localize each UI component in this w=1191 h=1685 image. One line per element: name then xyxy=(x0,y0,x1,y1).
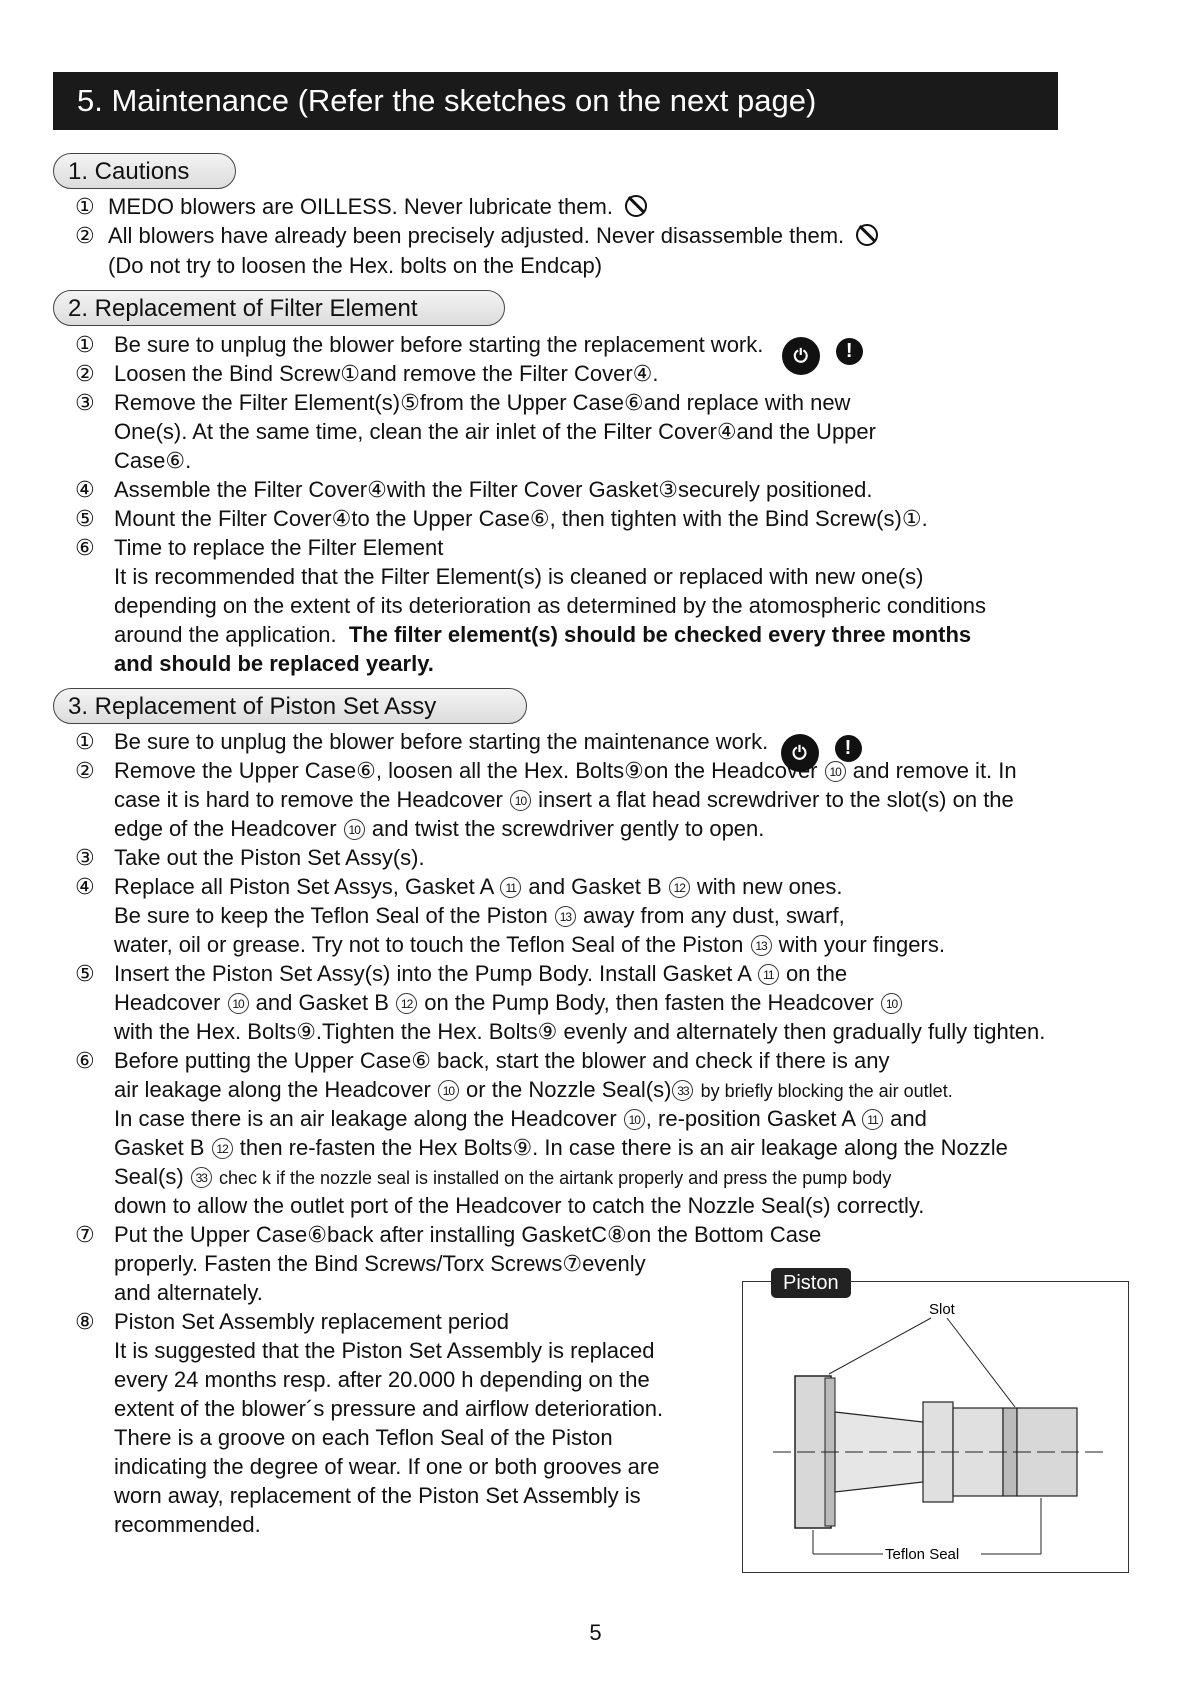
list-item-cont: worn away, replacement of the Piston Set Assembly is xyxy=(114,1483,641,1508)
list-item-cont: Headcover 10 and Gasket B 12 on the Pump Body, then fasten the Headcover 10 xyxy=(114,989,903,1017)
list-item-note: (Do not try to loosen the Hex. bolts on the Endcap) xyxy=(108,253,603,278)
list-number: ① xyxy=(75,729,95,754)
subsection-title: 2. Replacement of Filter Element xyxy=(68,295,418,322)
warning-icon: ! xyxy=(835,735,862,762)
section-pill-filter xyxy=(53,290,505,326)
list-item: Replace all Piston Set Assys, Gasket A 11 and Gasket B 12 with new ones. xyxy=(114,874,843,899)
teflon-seal-label: Teflon Seal xyxy=(885,1546,960,1563)
list-number: ① xyxy=(75,194,95,219)
list-item: Loosen the Bind Screw①and remove the Filter Cover④. xyxy=(114,361,659,386)
list-item: Be sure to unplug the blower before starting the maintenance work. ⏻ ! xyxy=(114,728,862,772)
warning-icon: ! xyxy=(836,338,863,365)
list-number: ③ xyxy=(75,845,95,870)
prohibition-icon xyxy=(856,224,878,246)
subsection-title: 3. Replacement of Piston Set Assy xyxy=(68,693,437,720)
section-header xyxy=(53,72,1058,130)
piston-diagram xyxy=(743,1282,1128,1572)
list-item-cont: Be sure to keep the Teflon Seal of the Piston 13 away from any dust, swarf, xyxy=(114,903,845,928)
prohibition-icon xyxy=(625,195,647,217)
list-item: Time to replace the Filter Element xyxy=(114,535,444,560)
list-item: Mount the Filter Cover④to the Upper Case⑥, then tighten with the Bind Screw(s)①. xyxy=(114,506,928,531)
list-item-cont: depending on the extent of its deterioration as determined by the atomospheric conditions xyxy=(114,593,986,618)
list-item-cont: indicating the degree of wear. If one or both grooves are xyxy=(114,1454,660,1479)
list-item-cont: recommended. xyxy=(114,1512,261,1537)
section-pill-piston xyxy=(53,688,527,724)
list-number: ⑤ xyxy=(75,961,95,986)
list-item-cont: extent of the blower´s pressure and airflow deterioration. xyxy=(114,1396,664,1421)
list-number: ② xyxy=(75,758,95,783)
list-item-cont: Seal(s) 33 chec k if the nozzle seal is installed on the airtank properly and press the pump body xyxy=(114,1164,892,1189)
list-item: Insert the Piston Set Assy(s) into the Pump Body. Install Gasket A 11 on the xyxy=(114,961,848,986)
list-number: ④ xyxy=(75,874,95,899)
page-number: 5 xyxy=(589,1620,602,1645)
list-number: ⑧ xyxy=(75,1309,95,1334)
list-item-cont: and alternately. xyxy=(114,1280,263,1305)
list-number: ① xyxy=(75,332,95,357)
list-item-cont: There is a groove on each Teflon Seal of the Piston xyxy=(114,1425,613,1450)
list-item: MEDO blowers are OILLESS. Never lubricate them. xyxy=(108,193,647,221)
list-item-cont: It is recommended that the Filter Element(s) is cleaned or replaced with new one(s) xyxy=(114,564,924,589)
figure-tab: Piston xyxy=(771,1268,851,1298)
list-item: Before putting the Upper Case⑥ back, start the blower and check if there is any xyxy=(114,1048,890,1073)
list-item-cont: Gasket B 12 then re-fasten the Hex Bolts⑨. In case there is an air leakage along the Nozzle xyxy=(114,1135,1008,1160)
list-item: Be sure to unplug the blower before starting the replacement work. ⏻ ! xyxy=(114,331,863,375)
list-number: ⑦ xyxy=(75,1222,95,1247)
list-item-cont: around the application. The filter element(s) should be checked every three months xyxy=(114,622,972,647)
list-item-cont: water, oil or grease. Try not to touch the Teflon Seal of the Piston 13 with your fingers. xyxy=(114,932,945,957)
list-item-cont: Case⑥. xyxy=(114,448,192,473)
list-item: Put the Upper Case⑥back after installing GasketC⑧on the Bottom Case xyxy=(114,1222,822,1247)
list-item-cont: with the Hex. Bolts⑨.Tighten the Hex. Bolts⑨ evenly and alternately then gradually fully tighten. xyxy=(114,1019,1046,1044)
list-number: ③ xyxy=(75,390,95,415)
list-number: ⑥ xyxy=(75,1048,95,1073)
list-item: Remove the Upper Case⑥, loosen all the Hex. Bolts⑨on the Headcover 10 and remove it. In xyxy=(114,758,1017,783)
list-item-cont: One(s). At the same time, clean the air inlet of the Filter Cover④and the Upper xyxy=(114,419,876,444)
list-item-cont: In case there is an air leakage along the Headcover 10 , re-position Gasket A 11 and xyxy=(114,1106,927,1131)
section-pill-cautions xyxy=(53,153,236,189)
list-item-cont: every 24 months resp. after 20.000 h depending on the xyxy=(114,1367,650,1392)
piston-figure xyxy=(742,1281,1129,1573)
list-item: Piston Set Assembly replacement period xyxy=(114,1309,509,1334)
list-item: All blowers have already been precisely adjusted. Never disassemble them. xyxy=(108,222,878,250)
list-number: ② xyxy=(75,361,95,386)
section-title: 5. Maintenance (Refer the sketches on the next page) xyxy=(77,83,817,118)
list-item-cont: and should be replaced yearly. xyxy=(114,651,434,676)
unplug-icon: ⏻ xyxy=(781,734,819,772)
list-number: ② xyxy=(75,223,95,248)
subsection-title: 1. Cautions xyxy=(68,158,190,185)
list-item: Assemble the Filter Cover④with the Filter Cover Gasket③securely positioned. xyxy=(114,477,873,502)
slot-label: Slot xyxy=(929,1301,955,1318)
list-item-cont: edge of the Headcover 10 and twist the screwdriver gently to open. xyxy=(114,816,765,841)
list-number: ④ xyxy=(75,477,95,502)
unplug-icon: ⏻ xyxy=(782,337,820,375)
list-item-cont: It is suggested that the Piston Set Assembly is replaced xyxy=(114,1338,655,1363)
list-number: ⑤ xyxy=(75,506,95,531)
list-item: Remove the Filter Element(s)⑤from the Upper Case⑥and replace with new xyxy=(114,390,851,415)
list-item-cont: case it is hard to remove the Headcover 10 insert a flat head screwdriver to the slot(s) on the xyxy=(114,787,1014,812)
list-item-cont: down to allow the outlet port of the Headcover to catch the Nozzle Seal(s) correctly. xyxy=(114,1193,925,1218)
list-item-cont: air leakage along the Headcover 10 or the Nozzle Seal(s) 33 by briefly blocking the air outlet. xyxy=(114,1077,953,1102)
list-item-cont: properly. Fasten the Bind Screws/Torx Screws⑦evenly xyxy=(114,1251,646,1276)
list-number: ⑥ xyxy=(75,535,95,560)
list-item: Take out the Piston Set Assy(s). xyxy=(114,845,425,870)
